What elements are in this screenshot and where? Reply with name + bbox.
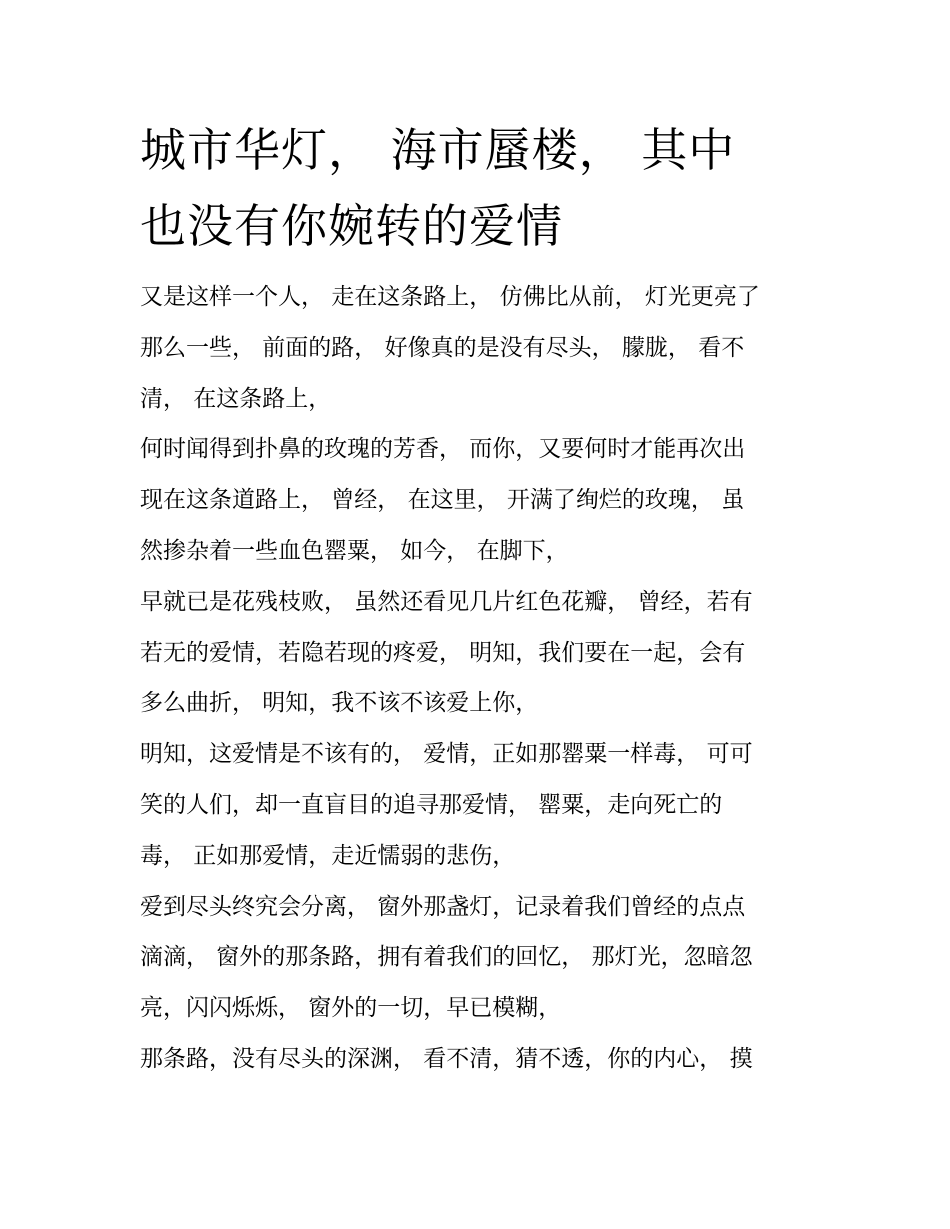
- text-line: 明知，这爱情是不该有的， 爱情，正如那罂粟一样毒， 可可: [140, 741, 753, 768]
- text-line: 爱到尽头终究会分离， 窗外那盏灯，记录着我们曾经的点点: [140, 893, 746, 920]
- text-line: 那条路，没有尽头的深渊， 看不清，猜不透，你的内心， 摸: [140, 1045, 753, 1072]
- paragraph: [140, 1034, 810, 1085]
- paragraph: [140, 729, 810, 881]
- paragraph: [140, 882, 810, 1034]
- text-line: 那么一些， 前面的路， 好像真的是没有尽头， 朦胧， 看不: [140, 334, 745, 361]
- paragraph: [140, 577, 810, 729]
- title-line: 也没有你婉转的爱情: [140, 199, 563, 253]
- text-line: 早就已是花残枝败， 虽然还看见几片红色花瓣， 曾经，若有: [140, 588, 753, 615]
- paragraph: [140, 272, 810, 424]
- document-title: [140, 112, 840, 264]
- text-line: 然掺杂着一些血色罂粟， 如今， 在脚下，: [140, 537, 569, 564]
- text-line: 现在这条道路上， 曾经， 在这里， 开满了绚烂的玫瑰， 虽: [140, 487, 745, 514]
- text-line: 笑的人们，却一直盲目的追寻那爱情， 罂粟，走向死亡的: [140, 791, 723, 818]
- text-line: 亮，闪闪烁烁， 窗外的一切，早已模糊，: [140, 995, 562, 1022]
- document-body: [140, 272, 810, 1085]
- text-line: 多么曲折， 明知，我不该不该爱上你，: [140, 690, 539, 717]
- text-line: 滴滴， 窗外的那条路，拥有着我们的回忆， 那灯光，忽暗忽: [140, 944, 753, 971]
- paragraph: [140, 424, 810, 576]
- text-line: 何时闻得到扑鼻的玫瑰的芳香， 而你，又要何时才能再次出: [140, 436, 746, 463]
- title-line: 城市华灯， 海市蜃楼， 其中: [140, 123, 736, 177]
- text-line: 毒， 正如那爱情，走近懦弱的悲伤，: [140, 842, 516, 869]
- text-line: 若无的爱情，若隐若现的疼爱， 明知，我们要在一起，会有: [140, 639, 746, 666]
- text-line: 又是这样一个人， 走在这条路上， 仿佛比从前， 灯光更亮了: [140, 284, 760, 310]
- text-line: 清， 在这条路上，: [140, 385, 332, 412]
